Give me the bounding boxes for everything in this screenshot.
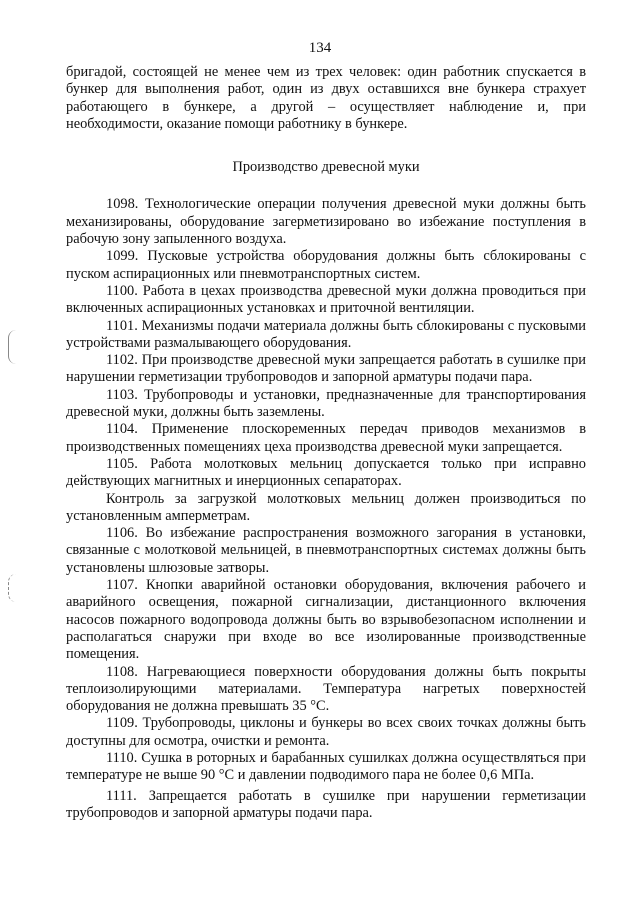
paragraph-1099: 1099. Пусковые устройства оборудования должны быть сблокированы с пуском аспирационных или пневмотранспортных систем. xyxy=(66,248,586,282)
paragraph-1110: 1110. Сушка в роторных и барабанных сушилках должна осуществляться при температуре не выше 90 °С и давлении подводимого пара не более 0,6 МПа. xyxy=(66,749,586,784)
paragraph-1103: 1103. Трубопроводы и установки, предназначенные для транспортирования древесной муки, должны быть заземлены. xyxy=(66,386,586,421)
paragraph-1104: 1104. Применение плоскоременных передач приводов механизмов в производственных помещениях цеха производства древесной муки запрещается. xyxy=(66,421,586,455)
paragraph-1098: 1098. Технологические операции получения древесной муки должны быть механизированы, оборудование загерметизировано во избежание поступления в рабочую зону запыленного воздуха. xyxy=(66,196,586,248)
margin-scan-mark xyxy=(8,574,23,602)
paragraph-1101: 1101. Механизмы подачи материала должны быть сблокированы с пусковыми устройствами размалывающего оборудования. xyxy=(66,317,586,351)
paragraph-1100: 1100. Работа в цехах производства древесной муки должна проводиться при включенных аспирационных установках и приточной вентиляции. xyxy=(66,282,586,317)
continuation-paragraph: бригадой, состоящей не менее чем из трех человек: один работник спускается в бункер для выполнения работ, один из двух оставшихся вне бункера страхует работающего в бункере, а другой – осуществляет наблюдение и, при необходимости, оказание помощи работнику в бункере. xyxy=(66,64,586,132)
section-heading: Производство древесной муки xyxy=(232,159,420,176)
paragraph-1108: 1108. Нагревающиеся поверхности оборудования должны быть покрыты теплоизолирующими материалами. Температура нагретых поверхностей оборудования не должна превышать 35 °С. xyxy=(66,663,586,715)
paragraph-1109: 1109. Трубопроводы, циклоны и бункеры во всех своих точках должны быть доступны для осмотра, очистки и ремонта. xyxy=(66,715,586,749)
page-number: 134 xyxy=(308,40,332,56)
paragraph-1107: 1107. Кнопки аварийной остановки оборудования, включения рабочего и аварийного освещения, пожарной сигнализации, дистанционного включения насосов пожарного водопровода должны быть во взрывобезопасном исполнении и располагаться снаружи при входе во все изолированные производственные помещения. xyxy=(66,577,586,663)
paragraph-1105: 1105. Работа молотковых мельниц допускается только при исправно действующих магнитных и инерционных сепараторах. xyxy=(66,455,586,490)
paragraph-1102: 1102. При производстве древесной муки запрещается работать в сушилке при нарушении герметизации трубопроводов и запорной арматуры подачи пара. xyxy=(66,352,586,386)
document-body xyxy=(66,64,586,822)
paragraph-1111: 1111. Запрещается работать в сушилке при нарушении герметизации трубопроводов и запорной арматуры подачи пара. xyxy=(66,787,586,821)
paragraph-1106: 1106. Во избежание распространения возможного загорания в установки, связанные с молотковой мельницей, в пневмотранспортных системах должны быть установлены шлюзовые затворы. xyxy=(66,525,586,576)
paragraph-1105-control: Контроль за загрузкой молотковых мельниц должен производиться по установленным амперметрам. xyxy=(66,490,586,524)
margin-scan-mark xyxy=(8,330,23,364)
